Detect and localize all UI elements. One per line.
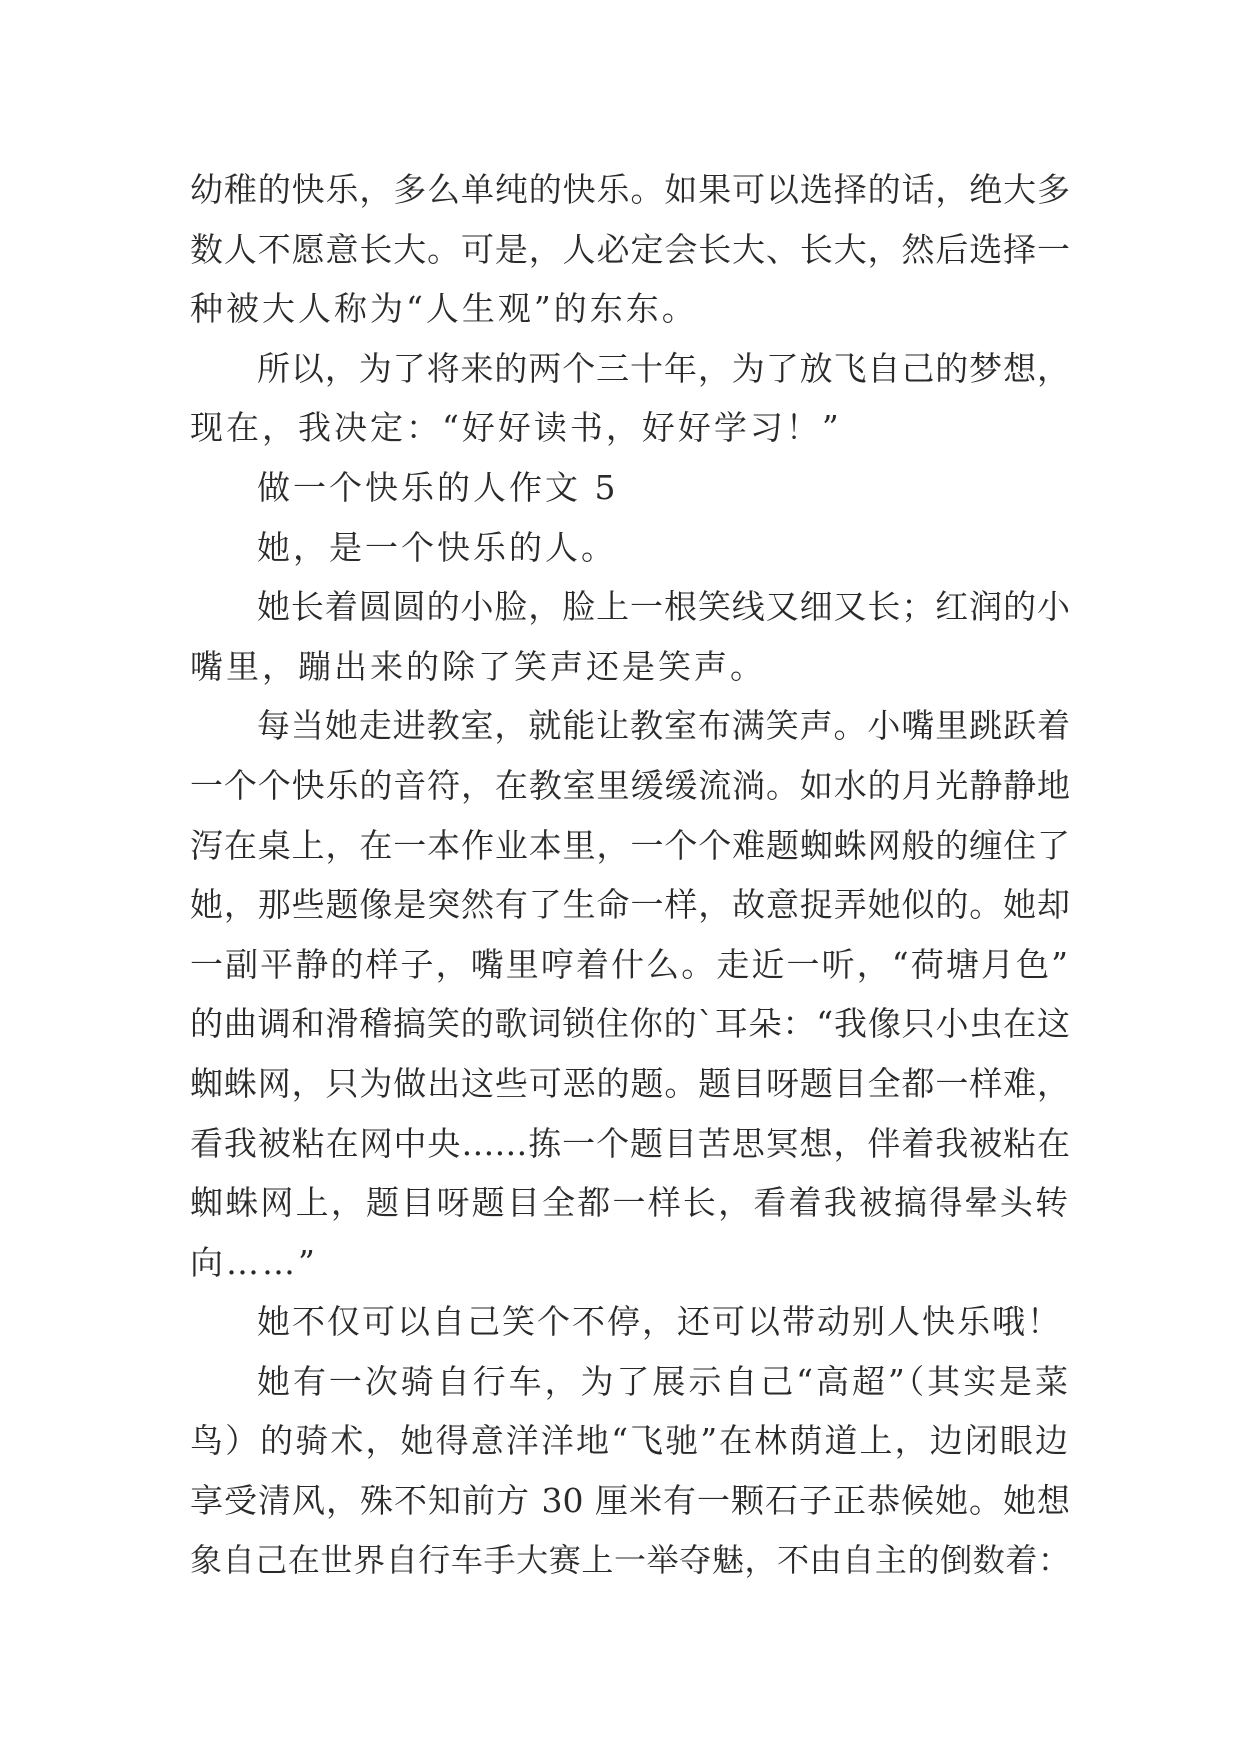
text-line: 现在，我决定：“好好读书，好好学习！” [190,408,842,448]
document-body [190,160,1070,1590]
text-line: 每当她走进教室，就能让教室布满笑声。小嘴里跳跃着 [257,706,1070,746]
text-line: 象自己在世界自行车手大赛上一举夺魅，不由自主的倒数着： [190,1540,1070,1579]
text-line: 她有一次骑自行车，为了展示自己“高超”（其实是菜 [257,1361,1070,1401]
text-line: 鸟）的骑术，她得意洋洋地“飞驰”在林荫道上，边闭眼边 [190,1421,1070,1461]
text-line: 蜘蛛网上，题目呀题目全都一样长，看着我被搞得晕头转 [190,1183,1070,1223]
text-line: 蜘蛛网，只为做出这些可恶的题。题目呀题目全都一样难， [190,1063,1070,1103]
text-line: 享受清风，殊不知前方 30 厘米有一颗石子正恭候她。她想 [190,1481,1070,1521]
text-line: 的曲调和滑稽搞笑的歌词锁住你的`耳朵：“我像只小虫在这 [190,1004,1070,1044]
text-line: 她不仅可以自己笑个不停，还可以带动别人快乐哦！ [257,1302,1062,1342]
text-line: 嘴里，蹦出来的除了笑声还是笑声。 [190,646,766,686]
text-line: 她长着圆圆的小脸，脸上一根笑线又细又长；红润的小 [257,587,1070,627]
text-line: 她，是一个快乐的人。 [257,527,617,567]
text-line: 向……” [190,1242,318,1282]
text-line: 看我被粘在网中央……拣一个题目苦思冥想，伴着我被粘在 [190,1123,1070,1163]
text-line: 泻在桌上，在一本作业本里，一个个难题蜘蛛网般的缠住了 [190,825,1070,865]
text-line: 她，那些题像是突然有了生命一样，故意捉弄她似的。她却 [190,885,1070,925]
text-line: 数人不愿意长大。可是，人必定会长大、长大，然后选择一 [190,229,1070,269]
section-heading: 做一个快乐的人作文 5 [257,467,619,507]
text-line: 所以，为了将来的两个三十年，为了放飞自己的梦想， [257,348,1070,388]
text-line: 一个个快乐的音符，在教室里缓缓流淌。如水的月光静静地 [190,765,1070,805]
text-line: 种被大人称为“人生观”的东东。 [190,289,698,329]
text-line: 幼稚的快乐，多么单纯的快乐。如果可以选择的话，绝大多 [190,170,1070,209]
text-line: 一副平静的样子，嘴里哼着什么。走近一听，“荷塘月色” [190,944,1070,984]
